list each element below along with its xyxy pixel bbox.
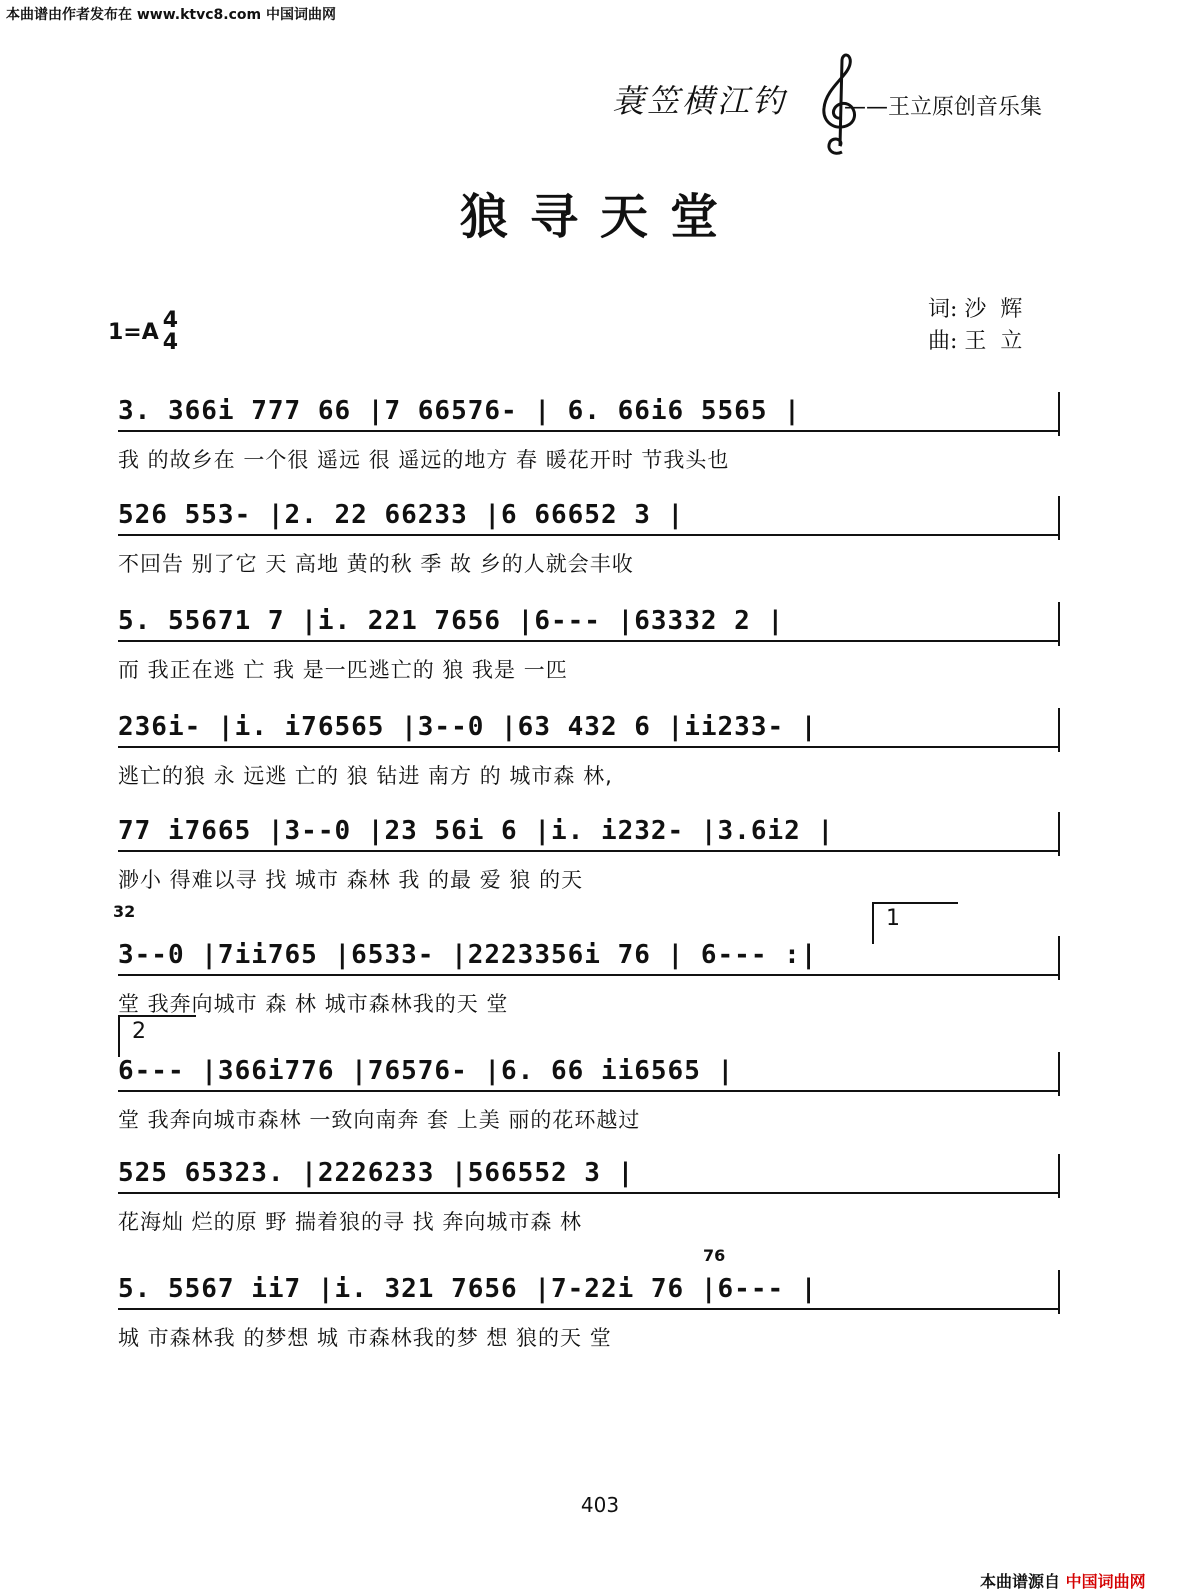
notes-line: 6--- |366i776 |76576- |6. 66 ii6565 | xyxy=(118,1056,735,1086)
notes-line: 5. 5567 ii7 |i. 321 7656 |7-22i 76 |6--- | xyxy=(118,1274,818,1304)
lyrics-line: 堂 我奔向城市森林 一致向南奔 套 上美 丽的花环越过 xyxy=(118,1108,641,1132)
lyrics-line: 我 的故乡在 一个很 遥远 很 遥远的地方 春 暖花开时 节我头也 xyxy=(118,448,730,472)
notes-line: 5. 55671 7 |i. 221 7656 |6--- |63332 2 | xyxy=(118,606,785,636)
barline xyxy=(1058,936,1060,980)
beam-line xyxy=(118,746,1058,748)
score-row xyxy=(0,816,1200,926)
time-bottom: 4 xyxy=(162,330,179,355)
notes-line: 526 553- |2. 22 66233 |6 66652 3 | xyxy=(118,500,685,530)
beam-line xyxy=(118,640,1058,642)
lyrics-line: 而 我正在逃 亡 我 是一匹逃亡的 狼 我是 一匹 xyxy=(118,658,568,682)
barline xyxy=(1058,1052,1060,1096)
beam-line xyxy=(118,850,1058,852)
barline xyxy=(1058,496,1060,540)
lyrics-line: 花海灿 烂的原 野 揣着狼的寻 找 奔向城市森 林 xyxy=(118,1210,583,1234)
volta-label: 2 xyxy=(132,1019,146,1044)
score-row xyxy=(0,1274,1200,1384)
volta-bracket-1 xyxy=(872,902,958,944)
time-signature xyxy=(163,310,178,354)
score-row xyxy=(0,1158,1200,1268)
notes-line: 3--0 |7ii765 |6533- |2223356i 76 | 6--- :| xyxy=(118,940,818,970)
volta-label: 1 xyxy=(886,906,900,931)
score-row xyxy=(0,1056,1200,1166)
beam-line xyxy=(118,534,1058,536)
barline xyxy=(1058,1154,1060,1198)
score-row xyxy=(0,396,1200,506)
lyrics-line: 渺小 得难以寻 找 城市 森林 我 的最 爱 狼 的天 xyxy=(118,868,584,892)
score-row xyxy=(0,500,1200,610)
notes-line: 236i- |i. i76565 |3--0 |63 432 6 |ii233- | xyxy=(118,712,818,742)
composer: 曲: 王 立 xyxy=(928,329,1023,354)
time-top: 4 xyxy=(162,308,179,333)
song-title: 狼寻天堂 xyxy=(459,189,740,245)
key: 1=A xyxy=(108,319,159,345)
beam-line xyxy=(118,1308,1058,1310)
notes-line: 525 65323. |2226233 |566552 3 | xyxy=(118,1158,635,1188)
lyrics-line: 不回告 别了它 天 高地 黄的秋 季 故 乡的人就会丰收 xyxy=(118,552,634,576)
barline xyxy=(1058,392,1060,436)
brand-text: 中国词曲网 xyxy=(1065,1572,1146,1591)
barline xyxy=(1058,708,1060,752)
beam-line xyxy=(118,430,1058,432)
grace-note: 76 xyxy=(703,1246,726,1265)
barline xyxy=(1058,812,1060,856)
lyricist: 词: 沙 辉 xyxy=(928,297,1023,322)
bottom-source xyxy=(980,1569,1146,1592)
beam-line xyxy=(118,1090,1058,1092)
lyrics-line: 堂 我奔向城市 森 林 城市森林我的天 堂 xyxy=(118,992,509,1016)
barline xyxy=(1058,1270,1060,1314)
top-watermark: 本曲谱由作者发布在 www.ktvc8.com 中国词曲网 xyxy=(6,7,336,23)
key-signature xyxy=(108,310,178,354)
barline xyxy=(1058,602,1060,646)
score-row xyxy=(0,712,1200,822)
beam-line xyxy=(118,1192,1058,1194)
book-subtitle: ——王立原创音乐集 xyxy=(844,95,1043,120)
score-row xyxy=(0,606,1200,716)
notes-line: 77 i7665 |3--0 |23 56i 6 |i. i232- |3.6i2 | xyxy=(118,816,835,846)
volta-bracket-2 xyxy=(118,1015,196,1057)
credits xyxy=(928,294,1022,358)
lyrics-line: 逃亡的狼 永 远逃 亡的 狼 钻进 南方 的 城市森 林, xyxy=(118,764,613,788)
beam-line xyxy=(118,974,1058,976)
notes-line: 3. 366i 777 66 |7 66576- | 6. 66i6 5565 | xyxy=(118,396,801,426)
grace-note: 32 xyxy=(113,902,136,921)
page-number: 403 xyxy=(580,1493,620,1517)
lyrics-line: 城 市森林我 的梦想 城 市森林我的梦 想 狼的天 堂 xyxy=(118,1326,612,1350)
book-title: 蓑笠横江钓 xyxy=(612,82,788,120)
source-text: 本曲谱源自 xyxy=(980,1572,1061,1591)
book-header xyxy=(612,66,1082,136)
